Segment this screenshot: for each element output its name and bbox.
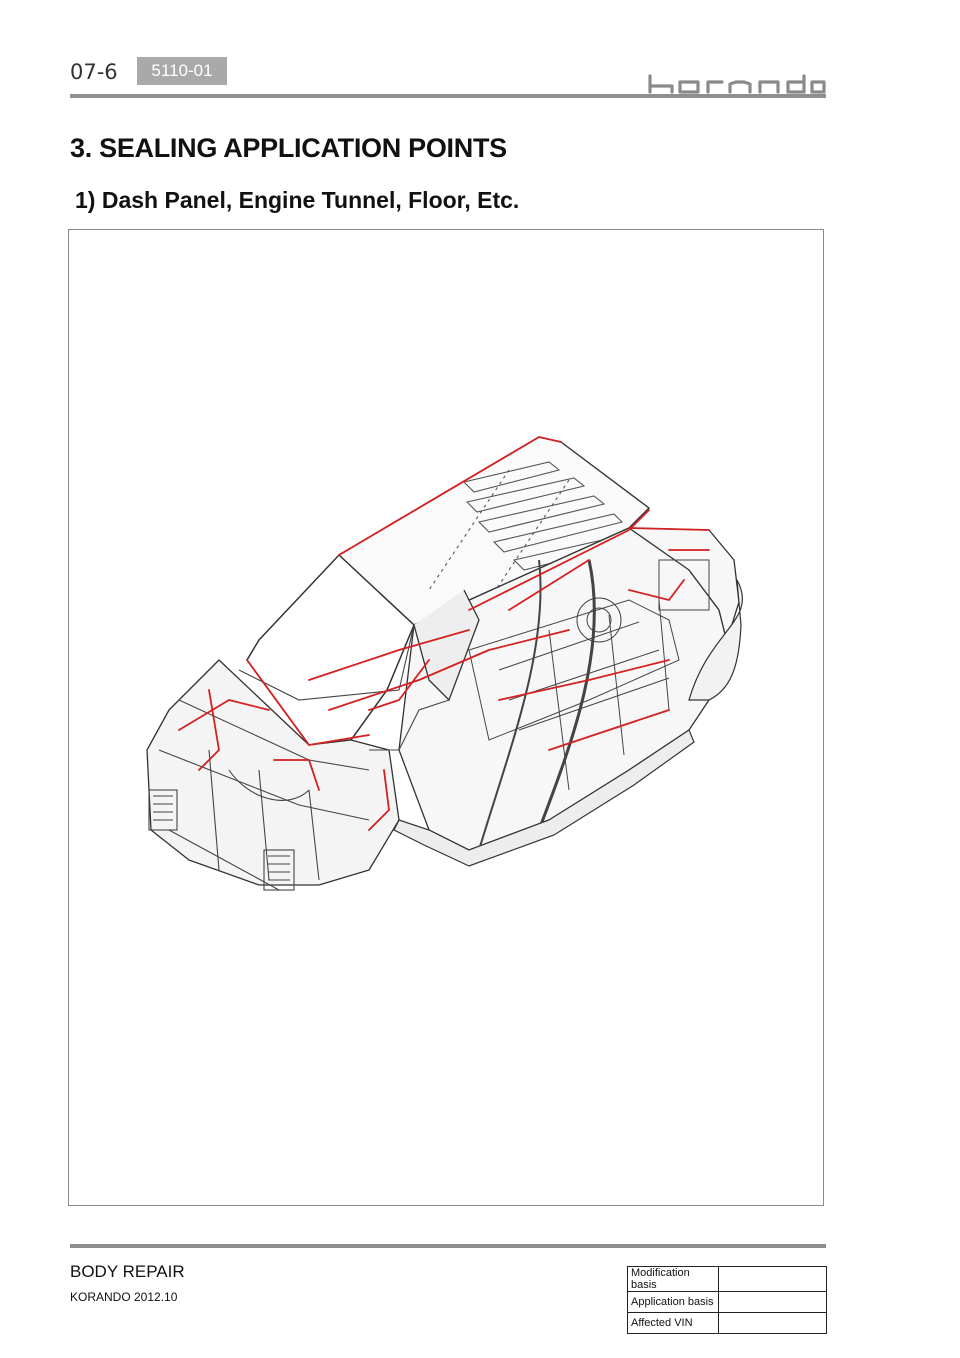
- footer-model-date: KORANDO 2012.10: [70, 1290, 178, 1304]
- section-subtitle: 1) Dash Panel, Engine Tunnel, Floor, Etc.: [75, 187, 520, 213]
- info-label: Affected VIN: [628, 1313, 719, 1334]
- footer-rule: [70, 1244, 826, 1248]
- info-value: [719, 1313, 827, 1334]
- figure-frame: [68, 229, 824, 1206]
- page-number: 07-6: [70, 60, 118, 84]
- info-value: [719, 1292, 827, 1313]
- footer-section-title: BODY REPAIR: [70, 1262, 185, 1281]
- section-code-badge: 5110-01: [137, 57, 227, 85]
- table-row: [628, 1292, 827, 1313]
- table-row: [628, 1267, 827, 1292]
- korando-logo-icon: [646, 74, 826, 94]
- revision-info-table: [627, 1266, 827, 1334]
- info-value: [719, 1267, 827, 1292]
- car-body-illustration-icon: [69, 230, 825, 1207]
- info-label: Modification basis: [628, 1267, 719, 1292]
- table-row: [628, 1313, 827, 1334]
- page-title: 3. SEALING APPLICATION POINTS: [70, 133, 507, 163]
- header-rule: [70, 94, 826, 98]
- info-label: Application basis: [628, 1292, 719, 1313]
